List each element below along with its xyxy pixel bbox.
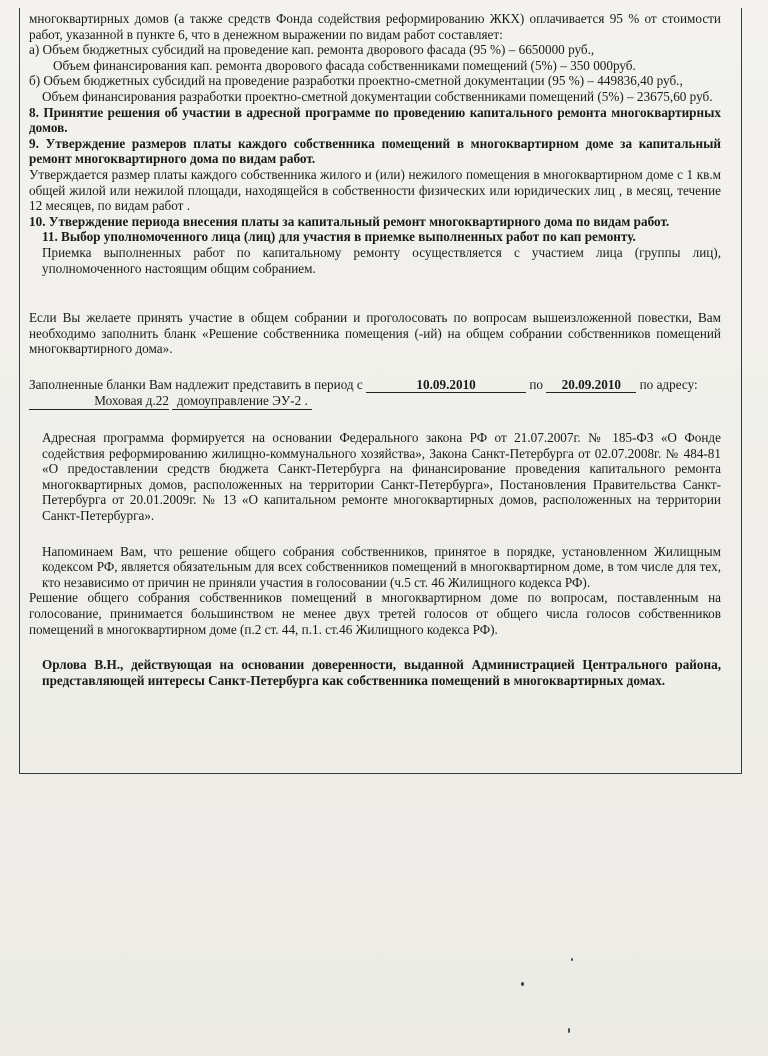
- notice-paragraph: Если Вы желаете принять участие в общем собрании и проголосовать по вопросам вышеизложенной повестки, Вам необходимо заполнить бланк «Решение собственника помещения (-ий) на общем собрании собственников помещений многоквартирного дома».: [29, 310, 721, 357]
- reminder-paragraph-1: Напоминаем Вам, что решение общего собрания собственников, принятое в порядке, установленном Жилищным кодексом РФ, является обязательным для всех собственников помещений в многоквартирном доме, в том числе для тех, кто независимо от причин не приняли участия в голосовании (ч.5 ст. 46 Жилищного кодекса РФ).: [42, 543, 721, 590]
- subsidy-design-line: б) Объем бюджетных субсидий на проведение разработки проектно-сметной документации (95 %) – 449836,40 руб.,: [29, 73, 683, 89]
- period-lead: Заполненные бланки Вам надлежит представить в период с: [29, 376, 363, 392]
- signature-paragraph: Орлова В.Н., действующая на основании доверенности, выданной Администрацией Центрального района, представляющей интересы Санкт-Петербурга как собственника помещений в многоквартирных домах.: [42, 657, 721, 688]
- owner-funding-facade-line: Объем финансирования кап. ремонта дворового фасада собственниками помещений (5%) – 350 000руб.: [53, 57, 636, 73]
- intro-paragraph: многоквартирных домов (а также средств Фонда содействия реформированию ЖКХ) оплачивается 95 % от стоимости работ, указанной в пункте 6, что в денежном выражении по видам работ составляет:: [29, 11, 721, 42]
- address-label: по адресу:: [639, 376, 698, 392]
- address-line: [29, 393, 721, 410]
- date-to: 20.09.2010: [546, 377, 636, 394]
- subsidy-facade-line: а) Объем бюджетных субсидий на проведение кап. ремонта дворового фасада (95 %) – 6650000 руб.,: [29, 42, 595, 58]
- scan-speck: [571, 958, 573, 961]
- reminder-paragraph-2: Решение общего собрания собственников помещений в многоквартирном доме по вопросам, поставленным на голосование, принимается большинством не менее двух третей голосов от общего числа голосов собственников помещений в многоквартирном доме (п.2 ст. 44, п.1. ст.46 Жилищного кодекса РФ).: [29, 590, 721, 637]
- agenda-item-9: 9. Утверждение размеров платы каждого собственника помещений в многоквартирном доме за капитальный ремонт многоквартирного дома по видам работ.: [29, 135, 721, 167]
- period-to: по: [529, 376, 544, 392]
- address-office: домоуправление ЭУ-2 .: [172, 393, 312, 410]
- agenda-item-10: 10. Утверждение периода внесения платы за капитальный ремонт многоквартирного дома по видам работ.: [29, 213, 670, 229]
- agenda-item-11-text: Приемка выполненных работ по капитальному ремонту осуществляется с участием лица (группы лиц), уполномоченного настоящим общим собранием.: [42, 244, 721, 276]
- document-body: [29, 11, 721, 688]
- scan-speck: [521, 982, 524, 986]
- agenda-item-8: 8. Принятие решения об участии в адресной программе по проведению капитального ремонта многоквартирных домов.: [29, 104, 721, 136]
- date-from: 10.09.2010: [366, 377, 526, 394]
- program-paragraph: Адресная программа формируется на основании Федерального закона РФ от 21.07.2007г. № 185-ФЗ «О Фонде содействия реформированию жилищно-коммунального хозяйства», Закона Санкт-Петербурга от 02.07.2008г. № 484-81 «О предоставлении средств бюджета Санкт-Петербурга на финансирование проведения капитального ремонта многоквартирных домов, расположенных на территории Санкт-Петербурга», Постановления Правительства Санкт-Петербурга от 20.01.2009г. № 13 «О капитальном ремонте многоквартирных домов, расположенных на территории Санкт-Петербурга».: [42, 430, 721, 524]
- address-street: Моховая д.22: [29, 393, 169, 410]
- submission-period-line: [29, 377, 721, 394]
- scan-speck: [568, 1028, 570, 1033]
- agenda-item-9-text: Утверждается размер платы каждого собственника жилого и (или) нежилого помещения в многоквартирном доме с 1 кв.м общей жилой или нежилой площади, находящейся в собственности физических или юридических лиц , в месяц, течение 12 месяцев, по видам работ .: [29, 166, 721, 214]
- agenda-item-11: 11. Выбор уполномоченного лица (лиц) для участия в приемке выполненных работ по кап ремонту.: [42, 229, 636, 245]
- owner-funding-design-line: Объем финансирования разработки проектно-сметной документации собственниками помещений (5%) – 23675,60 руб.: [42, 88, 713, 104]
